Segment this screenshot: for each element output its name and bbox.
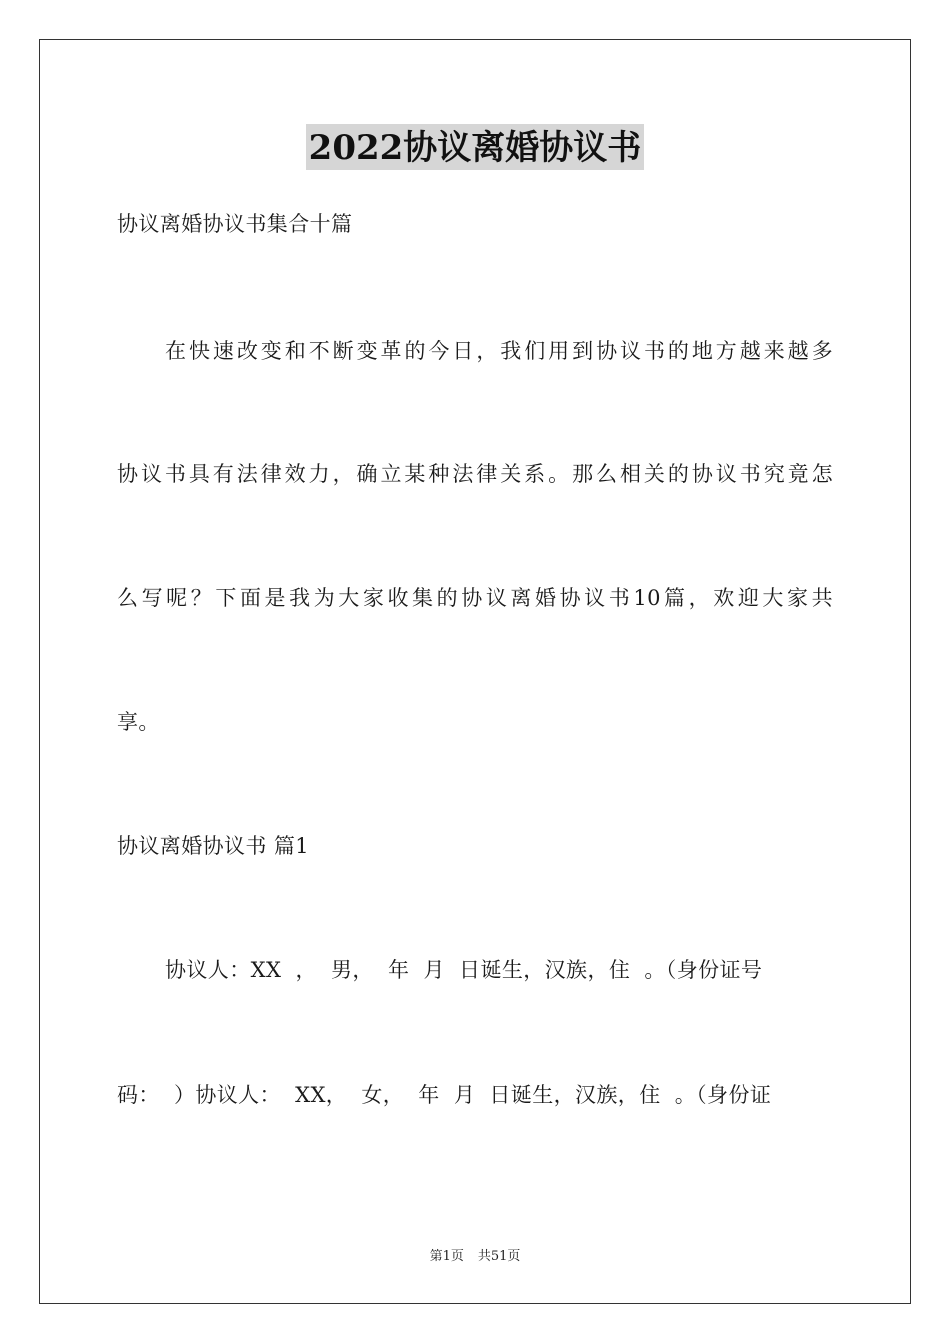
section-heading: 协议离婚协议书 篇1 [117, 834, 310, 858]
total-pages: 共51页 [477, 1249, 521, 1264]
document-title: 2022协议离婚协议书 [306, 124, 645, 170]
page-footer [0, 1248, 950, 1266]
intro-line-1: 在快速改变和不断变革的今日，我们用到协议书的地方越来越多 [165, 339, 833, 363]
intro-line-4: 享。 [117, 710, 160, 734]
document-subtitle: 协议离婚协议书集合十篇 [117, 212, 353, 236]
body-line-2: 码： ）协议人： XX， 女， 年 月 日诞生，汉族，住 。（身份证 [117, 1083, 772, 1107]
intro-line-3: 么写呢？下面是我为大家收集的协议离婚协议书10篇，欢迎大家共 [117, 586, 833, 610]
body-line-1: 协议人：XX ， 男， 年 月 日诞生，汉族，住 。（身份证号 [165, 958, 763, 982]
page-number: 第1页 [429, 1249, 464, 1264]
intro-line-2: 协议书具有法律效力，确立某种法律关系。那么相关的协议书究竟怎 [117, 462, 833, 486]
title-container [0, 124, 950, 170]
